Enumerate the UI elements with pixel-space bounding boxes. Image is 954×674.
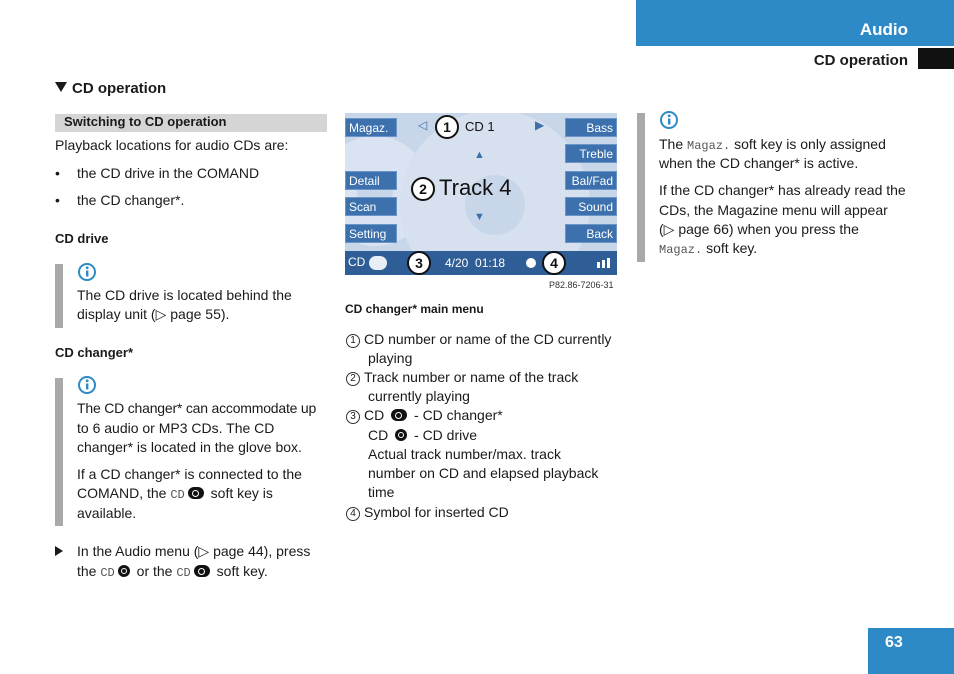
legend-text: Symbol for inserted CD [364,504,509,520]
cd-drive-icon [118,565,130,577]
legend-text: Actual track number/max. track [368,446,561,462]
header-subsection: CD operation [813,52,908,69]
header-section: Audio [859,20,908,39]
cd-changer-info-line: If a CD changer* is connected to the [77,466,302,482]
legend-text: CD [368,427,389,443]
arrow-up-icon: ▲ [474,149,485,161]
section-title-text: CD operation [72,80,167,97]
triangle-down-icon [55,82,67,92]
subsection-bar [55,114,327,132]
info-bar [55,264,63,328]
info-icon [78,263,96,281]
note-line: If the CD changer* has already read the [659,182,906,198]
cd-changer-screen [345,113,617,275]
header-tab [636,0,954,46]
softkey-treble[interactable]: Treble [565,144,617,163]
text-fragment: The [659,136,684,152]
cd-changer-info-line: to 6 audio or MP3 CDs. The CD [77,420,275,436]
text-fragment: soft key. [216,563,268,579]
info-bar [55,378,63,526]
legend-item-4 [346,503,509,523]
number-circle: 1 [346,334,360,348]
legend-text: - CD changer* [414,407,503,423]
signal-icon [597,262,600,268]
legend-text: currently playing [368,388,470,404]
bullet-item: • the CD changer*. [77,191,184,211]
cd-changer-heading: CD changer* [55,345,134,360]
header-marker [918,48,954,69]
cd-changer-icon [194,565,210,577]
cd-number-label: CD 1 [465,119,495,134]
figure-caption: CD changer* main menu [345,302,484,316]
cd-softkey-label: CD [176,566,191,580]
softkey-bass[interactable]: Bass [565,118,617,137]
softkey-setting[interactable]: Setting [345,224,397,243]
legend-item-2 [346,368,578,388]
page-number: 63 [885,634,903,651]
page-number-tab [868,628,954,674]
cd-softkey-label: CD [100,566,115,580]
legend-text: number on CD and elapsed playback [368,465,599,481]
legend-text: time [368,484,395,500]
cd-drive-info-line: The CD drive is located behind the [77,287,292,303]
cd-changer-info-line: The CD changer* can accommodate up [77,400,317,416]
number-circle: 3 [346,410,360,424]
cd-changer-info-line: changer* is located in the glove box. [77,439,302,455]
instruction-line [55,542,310,562]
cd-drive-heading: CD drive [55,231,109,246]
arrow-down-icon: ▼ [474,211,485,223]
signal-icon [607,258,610,268]
legend-line [368,426,477,446]
softkey-scan[interactable]: Scan [345,197,397,216]
section-title [55,80,166,97]
cd-drive-info-line: display unit (▷ page 55). [77,306,230,322]
number-circle: 2 [346,372,360,386]
note-line: when the CD changer* is active. [659,155,859,171]
inserted-cd-icon [526,258,536,268]
callout-1: 1 [435,115,459,139]
cd-changer-info-line [77,484,273,506]
arrow-left-icon: ◁ [418,118,428,132]
callout-3: 3 [407,251,431,275]
track-label: Track 4 [439,175,512,200]
text-fragment: COMAND, the [77,485,167,501]
legend-text: Track number or name of the track [364,369,579,385]
intro-text: Playback locations for audio CDs are: [55,137,289,153]
signal-icon [602,260,605,268]
instruction-line [77,562,268,584]
cd-softkey-label: CD [170,488,185,502]
text-fragment: soft key is [210,485,273,501]
cd-changer-info-line: available. [77,505,137,521]
info-icon [660,111,678,129]
magaz-softkey-label: Magaz. [659,243,703,257]
text-fragment: soft key is only assigned [734,136,886,152]
note-line: (▷ page 66) when you press the [659,221,859,237]
legend-item-3 [346,406,503,426]
legend-text: - CD drive [414,427,478,443]
info-icon [78,376,96,394]
note-line [659,239,757,261]
softkey-back[interactable]: Back [565,224,617,243]
softkey-sound[interactable]: Sound [565,197,617,216]
cd-changer-icon [188,487,204,499]
callout-4: 4 [542,251,566,275]
bullet-item: • the CD drive in the COMAND [77,164,259,184]
bottom-cd-label: CD [348,255,366,269]
text-fragment: the [77,563,97,579]
info-bar [637,113,645,262]
arrow-right-icon: ▶ [535,118,545,132]
note-line: CDs, the Magazine menu will appear [659,202,888,218]
legend-item-1 [346,330,611,350]
subsection-title: Switching to CD operation [64,114,227,129]
legend-text: CD [364,407,385,423]
legend-text: CD number or name of the CD currently [364,331,612,347]
text-fragment: soft key. [706,240,758,256]
image-reference: P82.86-7206-31 [549,280,614,290]
legend-text: playing [368,350,413,366]
callout-2: 2 [411,177,435,201]
arrow-right-icon [55,546,63,556]
text-fragment: or the [136,563,173,579]
softkey-detail[interactable]: Detail [345,171,397,190]
cd-drive-icon [395,429,407,441]
magaz-softkey-label: Magaz. [687,139,731,153]
track-status: 4/20 01:18 [445,256,506,270]
number-circle: 4 [346,507,360,521]
softkey-balfad[interactable]: Bal/Fad [565,171,617,190]
instruction-text: In the Audio menu (▷ page 44), press [77,543,311,559]
status-strip [345,251,617,275]
cd-changer-icon [369,256,387,270]
softkey-magaz[interactable]: Magaz. [345,118,397,137]
cd-changer-icon [391,409,407,421]
